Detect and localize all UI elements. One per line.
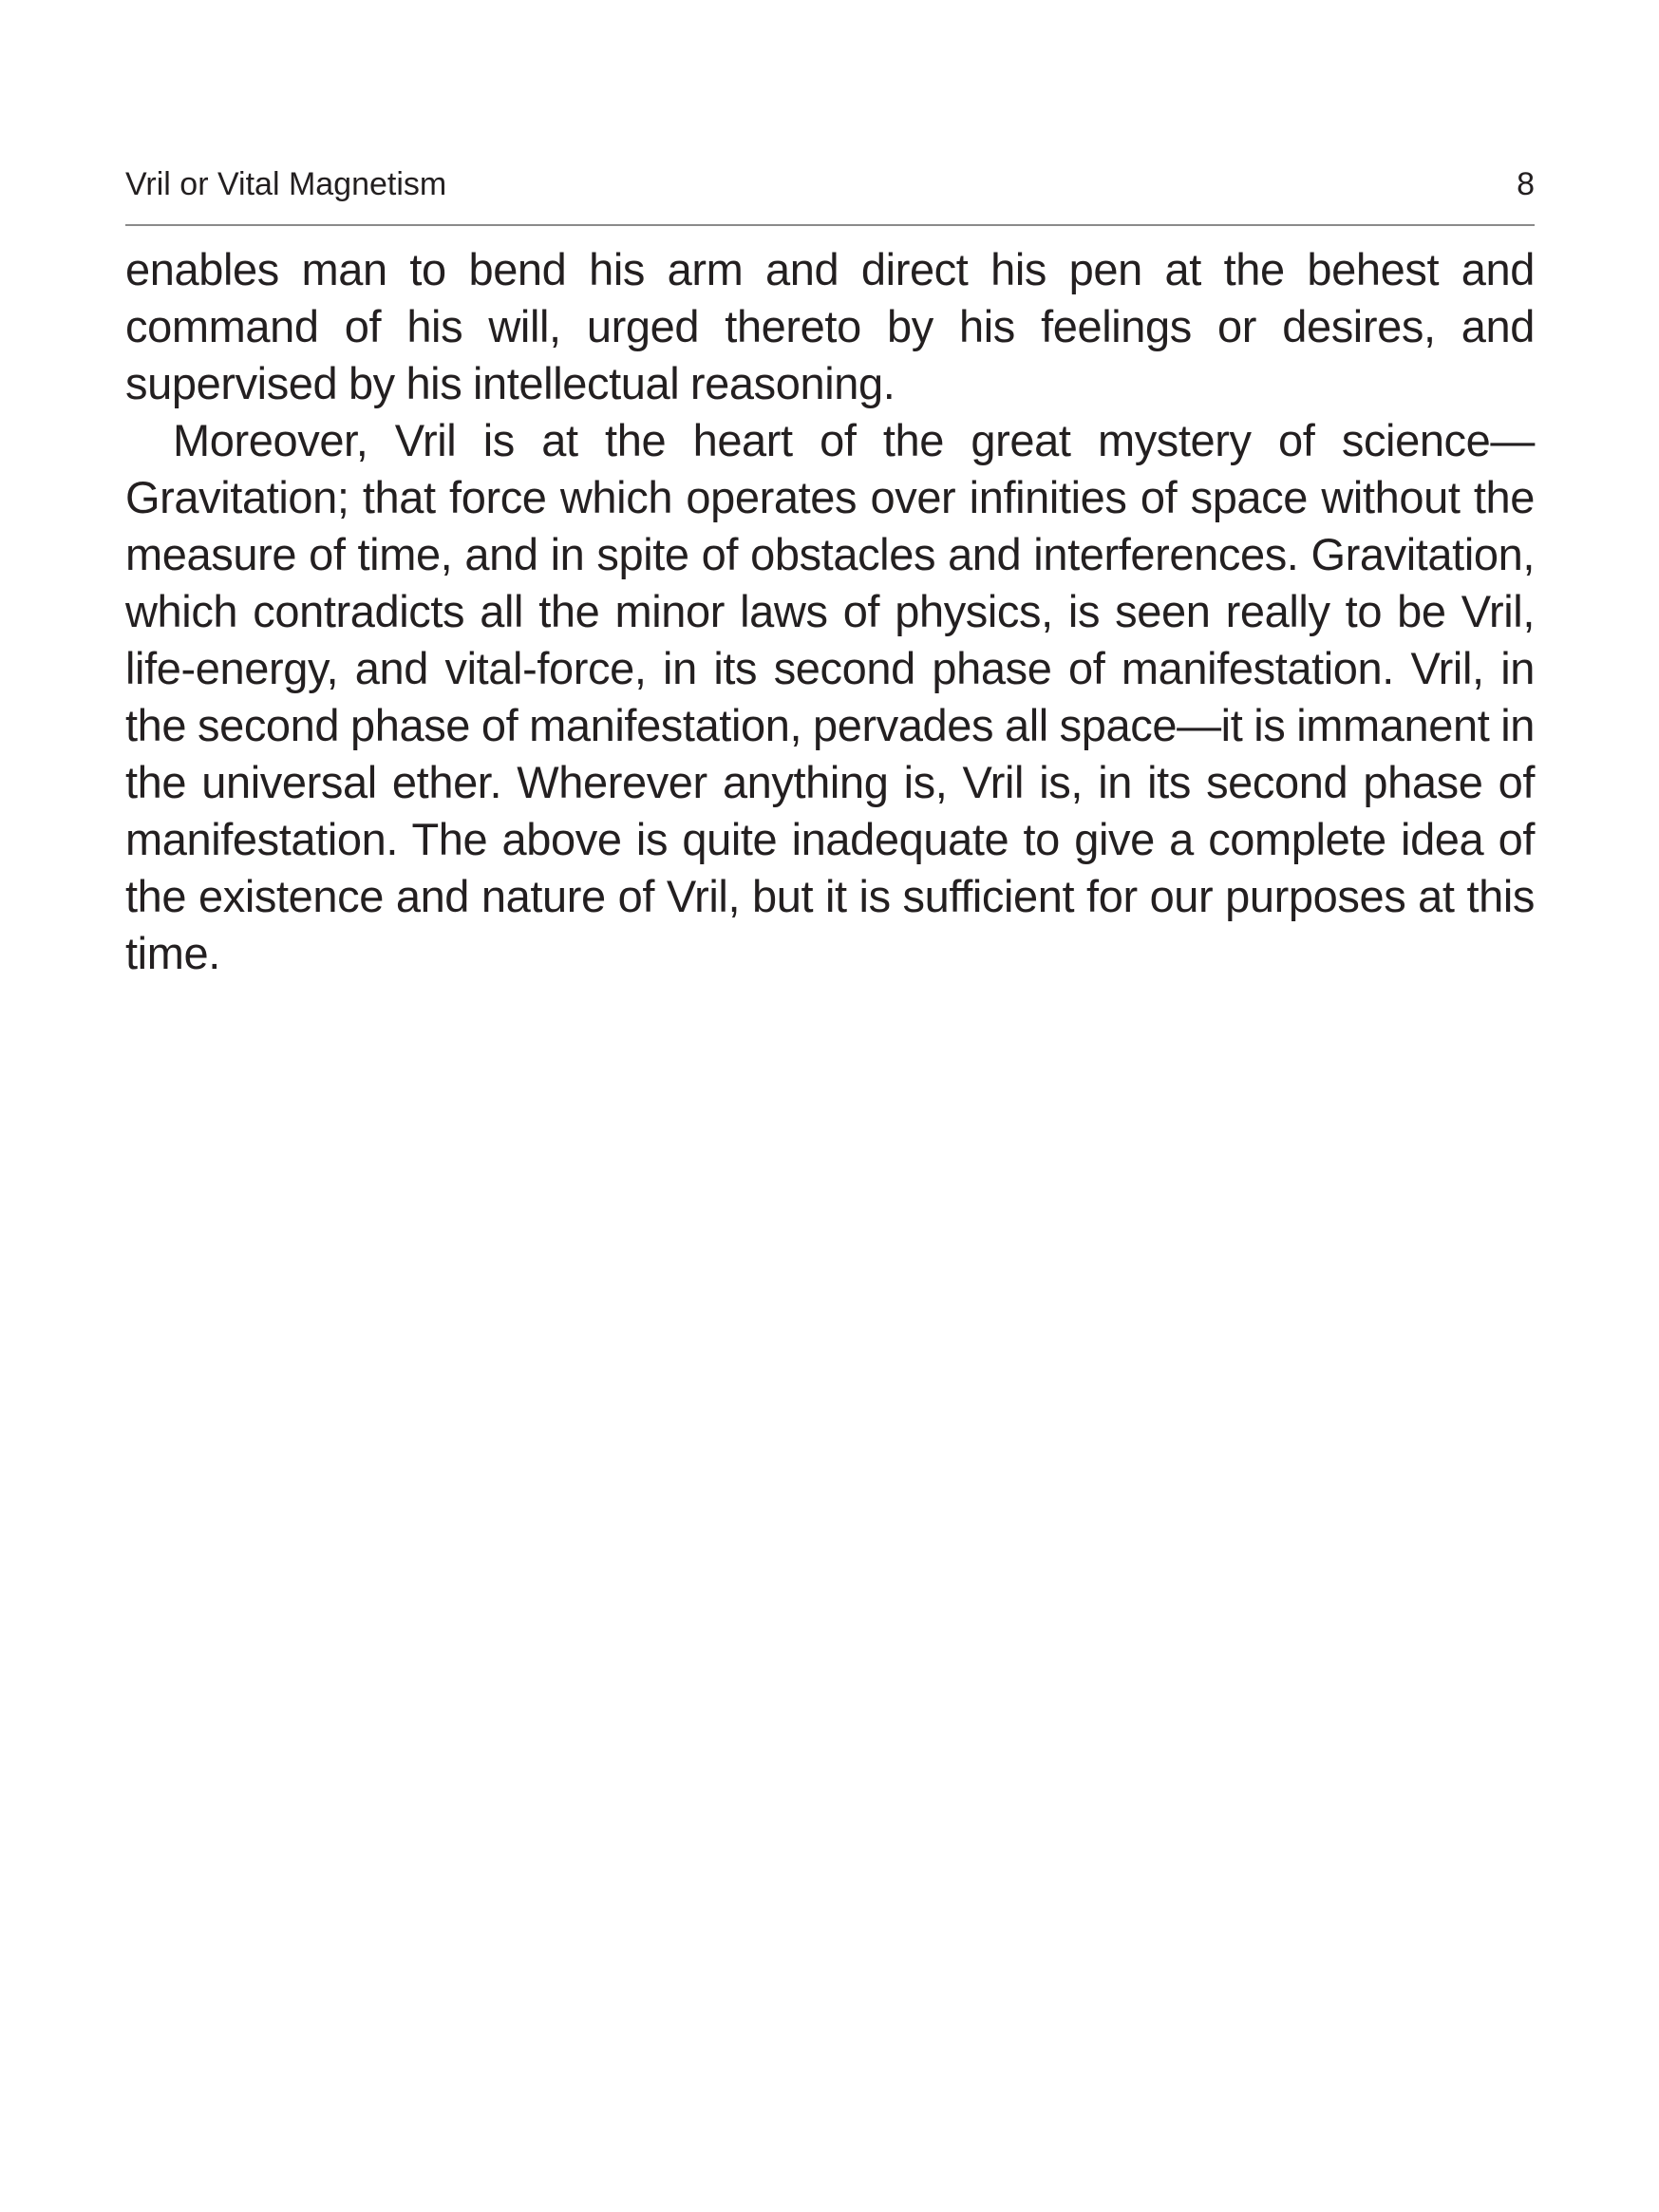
paragraph-continued: enables man to bend his arm and direct his pen at the behest and command of his will, urged thereto by his feelings or desires, and supervised by his intellectual reasoning. — [125, 244, 1535, 408]
page-number: 8 — [1517, 166, 1535, 202]
body-text — [125, 241, 1535, 982]
running-header — [125, 163, 1535, 205]
paragraph-gravitation: Moreover, Vril is at the heart of the great mystery of science—Gravitation; that force which operates over infinities of space without the measure of time, and in spite of obstacles and interferences. Gravitation, which contradicts all the minor laws of physics, is seen really to be Vril, life-energy, and vital-force, in its second phase of manifestation. Vril, in the second phase of manifestation, pervades all space—it is immanent in the universal ether. Wherever anything is, Vril is, in its second phase of manifestation. The above is quite inadequate to give a complete idea of the existence and nature of Vril, but it is sufficient for our purposes at this time. — [125, 415, 1535, 978]
running-header-title: Vril or Vital Magnetism — [125, 166, 447, 202]
header-divider — [125, 224, 1535, 226]
